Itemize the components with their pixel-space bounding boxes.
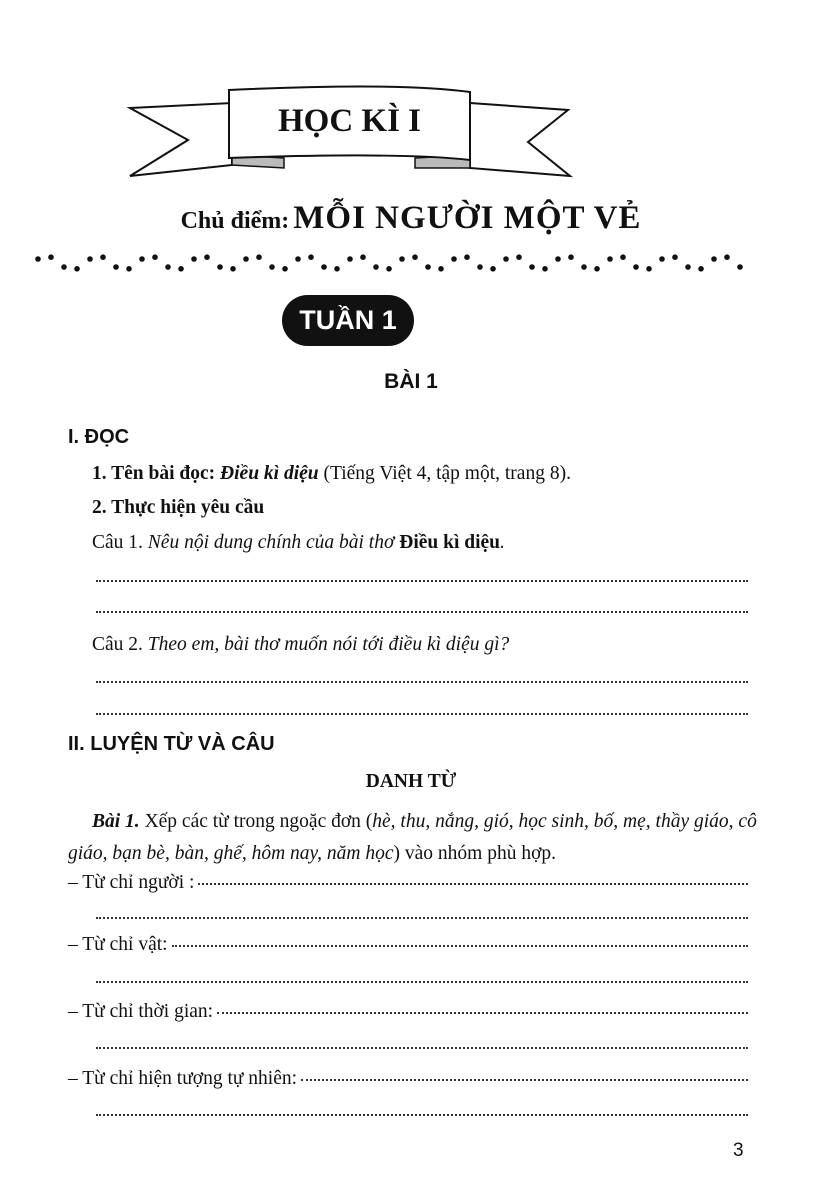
wave-dot	[399, 256, 405, 262]
wave-dot	[724, 254, 730, 260]
answer-line[interactable]	[96, 1114, 748, 1116]
wave-dot	[516, 254, 522, 260]
wave-dot	[698, 266, 704, 272]
wave-dot	[620, 254, 626, 260]
answer-line[interactable]	[96, 917, 748, 919]
theme-name: MỖI NGƯỜI MỘT VẺ	[293, 200, 642, 236]
section-heading-vocab: II. LUYỆN TỪ VÀ CÂU	[68, 733, 275, 755]
wave-dot	[61, 264, 67, 270]
theme-label: Chủ điểm:	[180, 208, 290, 234]
wave-dot	[126, 266, 132, 272]
wave-dot	[412, 254, 418, 260]
wave-dot	[204, 254, 210, 260]
q2-label: Câu 2.	[92, 634, 148, 655]
answer-line[interactable]	[96, 580, 748, 582]
group-nature[interactable]	[68, 1067, 748, 1091]
ex1-label: Bài 1.	[92, 811, 140, 832]
wave-dot	[529, 264, 535, 270]
wave-dot	[685, 264, 691, 270]
ex1-words: giáo, cô giáo, bạn bè, bàn, ghế, hôm nay, năm học	[68, 811, 757, 864]
page-number: 3	[733, 1140, 744, 1161]
question-1	[92, 531, 505, 555]
wave-dot	[607, 256, 613, 262]
wave-dot	[646, 266, 652, 272]
wave-dot	[269, 264, 275, 270]
wave-dot	[282, 266, 288, 272]
wave-dot	[672, 254, 678, 260]
week-label: TUẦN 1	[299, 305, 397, 335]
item2-heading	[92, 496, 264, 520]
wave-dot	[178, 266, 184, 272]
wave-dot	[425, 264, 431, 270]
group-people[interactable]	[68, 871, 748, 895]
wave-dot	[477, 264, 483, 270]
item2-label: 2. Thực hiện yêu cầu	[92, 497, 265, 518]
wave-dot	[633, 264, 639, 270]
wave-dot	[503, 256, 509, 262]
answer-line[interactable]	[96, 611, 748, 613]
wave-dot	[555, 256, 561, 262]
q1-text: Nêu nội dung chính của bài thơ	[147, 532, 400, 553]
wave-dot	[100, 254, 106, 260]
wave-dot	[737, 264, 743, 270]
dotted-wave-divider	[0, 245, 822, 285]
wave-dot	[334, 266, 340, 272]
q1-end: .	[500, 532, 505, 553]
q1-bold: Điều kì diệu	[399, 532, 501, 553]
wave-dot	[74, 266, 80, 272]
wave-dot	[295, 256, 301, 262]
wave-dot	[594, 266, 600, 272]
wave-dot	[568, 254, 574, 260]
wave-dot	[711, 256, 717, 262]
banner-title: HỌC KÌ I	[277, 103, 422, 139]
wave-dot	[490, 266, 496, 272]
group-things[interactable]	[68, 933, 748, 957]
wave-dot	[113, 264, 119, 270]
wave-dot	[139, 256, 145, 262]
question-2	[92, 633, 509, 657]
wave-dot	[659, 256, 665, 262]
ex1-words: hè, thu, nắng, gió, học sinh, bố, mẹ, thầy	[372, 811, 690, 832]
answer-line[interactable]	[96, 713, 748, 715]
answer-line[interactable]	[96, 1047, 748, 1049]
section-heading-reading: I. ĐỌC	[68, 426, 130, 448]
wave-dot	[464, 254, 470, 260]
group-time[interactable]	[68, 1000, 748, 1024]
week-badge	[282, 295, 414, 346]
group-label: – Từ chỉ thời gian:	[68, 1001, 214, 1022]
wave-dot	[256, 254, 262, 260]
wave-dot	[542, 266, 548, 272]
subheading-nouns: DANH TỪ	[365, 771, 457, 792]
item1-label: 1. Tên bài đọc:	[92, 463, 216, 484]
banner-ribbon	[0, 0, 822, 190]
group-label: – Từ chỉ hiện tượng tự nhiên:	[68, 1068, 298, 1089]
theme-heading	[0, 200, 822, 237]
wave-dot	[152, 254, 158, 260]
item1-title: Điều kì diệu	[220, 463, 319, 484]
group-label: – Từ chỉ người :	[68, 872, 195, 893]
lesson-title: BÀI 1	[384, 370, 438, 393]
wave-dot	[347, 256, 353, 262]
wave-dot	[35, 256, 41, 262]
q2-text: Theo em, bài thơ muốn nói tới điều kì diệu gì?	[147, 634, 510, 655]
wave-dot	[87, 256, 93, 262]
ex1-text: ) vào nhóm phù hợp.	[393, 843, 557, 864]
wave-dot	[581, 264, 587, 270]
ex1-text: Xếp các từ trong ngoặc đơn (	[139, 811, 373, 832]
wave-dot	[360, 254, 366, 260]
wave-dot	[48, 254, 54, 260]
wave-dot	[191, 256, 197, 262]
wave-dot	[373, 264, 379, 270]
item1-rest: (Tiếng Việt 4, tập một, trang 8).	[318, 463, 571, 484]
wave-dot	[386, 266, 392, 272]
wave-dot	[230, 266, 236, 272]
q1-label: Câu 1.	[92, 532, 148, 553]
wave-dot	[438, 266, 444, 272]
reading-title-line	[92, 462, 571, 486]
answer-line[interactable]	[96, 981, 748, 983]
wave-dot	[321, 264, 327, 270]
wave-dot	[217, 264, 223, 270]
answer-line[interactable]	[96, 681, 748, 683]
wave-dot	[308, 254, 314, 260]
wave-dot	[451, 256, 457, 262]
exercise-1	[68, 806, 758, 870]
group-label: – Từ chỉ vật:	[68, 934, 168, 955]
wave-dot	[243, 256, 249, 262]
wave-dot	[165, 264, 171, 270]
